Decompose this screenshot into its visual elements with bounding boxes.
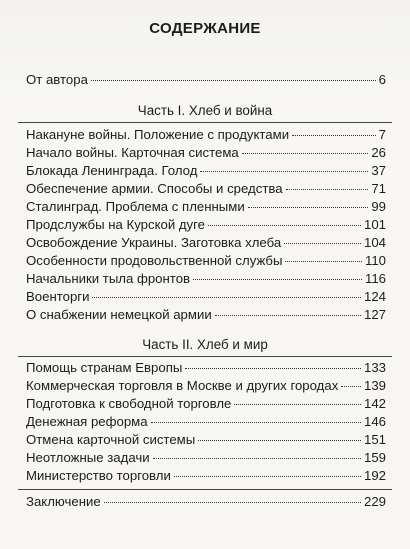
toc-entry-page: 159 (363, 450, 386, 465)
dot-leader (174, 476, 361, 477)
toc-entry (26, 414, 386, 430)
dot-leader (200, 171, 368, 172)
dot-leader (215, 315, 361, 316)
toc-entry-label: Денежная реформа (26, 414, 148, 429)
toc-entry-page: 139 (363, 378, 386, 393)
toc-entry (26, 271, 386, 287)
toc-entry-label: Начальники тыла фронтов (26, 271, 191, 286)
toc-entry-page: 71 (371, 181, 386, 196)
toc-entry-label: Освобождение Украины. Заготовка хлеба (26, 235, 282, 250)
toc-entry-page: 142 (363, 396, 386, 411)
dot-leader (91, 80, 376, 81)
toc-entry (26, 289, 386, 305)
dot-leader (153, 458, 361, 459)
dot-leader (248, 207, 369, 208)
toc-entry-label: Заключение (26, 494, 101, 509)
dot-leader (193, 279, 362, 280)
toc-entry-page: 133 (363, 360, 386, 375)
part-1-heading: Часть I. Хлеб и война (137, 103, 273, 118)
toc-entry-label: Начало войны. Карточная система (26, 145, 239, 160)
toc-entry-label: Обеспечение армии. Способы и средства (26, 181, 283, 196)
toc-entry-label: Министерство торговли (26, 468, 171, 483)
toc-entry (26, 378, 386, 394)
toc-entry-page: 229 (363, 494, 386, 509)
toc-entry (26, 235, 386, 251)
toc-entry (26, 181, 386, 197)
toc-entry-label: Блокада Ленинграда. Голод (26, 163, 198, 178)
conclusion-rule (18, 489, 392, 490)
toc-entry-page: 116 (364, 271, 386, 286)
toc-entry-page: 26 (371, 145, 386, 160)
dot-leader (185, 368, 361, 369)
toc-entry (26, 145, 386, 161)
part-1-rule (18, 122, 392, 123)
toc-entry (26, 127, 386, 143)
dot-leader (286, 189, 369, 190)
page-title: СОДЕРЖАНИЕ (149, 20, 261, 37)
toc-entry-conclusion (26, 494, 386, 510)
part-2-rule (18, 356, 392, 357)
toc-entry (26, 396, 386, 412)
toc-entry-label: Накануне войны. Положение с продуктами (26, 127, 290, 142)
dot-leader (341, 386, 361, 387)
toc-entry-page: 101 (363, 217, 386, 232)
toc-entry (26, 199, 386, 215)
toc-entry-label: Подготовка к свободной торговле (26, 396, 232, 411)
dot-leader (234, 404, 361, 405)
dot-leader (284, 243, 361, 244)
toc-entry-label: Военторги (26, 289, 90, 304)
toc-entry-label: Особенности продовольственной службы (26, 253, 283, 268)
part-2-heading: Часть II. Хлеб и мир (142, 337, 268, 352)
toc-entry-label: От автора (26, 72, 88, 87)
toc-entry-intro (26, 72, 386, 88)
toc-entry (26, 360, 386, 376)
toc-entry (26, 468, 386, 484)
toc-entry-page: 7 (378, 127, 386, 142)
toc-entry-page: 104 (363, 235, 386, 250)
dot-leader (208, 225, 361, 226)
dot-leader (242, 153, 369, 154)
toc-entry (26, 253, 386, 269)
toc-entry-page: 110 (364, 253, 386, 268)
toc-entry-label: О снабжении немецкой армии (26, 307, 212, 322)
toc-entry (26, 450, 386, 466)
toc-entry-page: 124 (363, 289, 386, 304)
toc-entry-page: 6 (378, 72, 386, 87)
toc-entry (26, 217, 386, 233)
dot-leader (198, 440, 361, 441)
toc-entry-label: Неотложные задачи (26, 450, 150, 465)
toc-entry-page: 99 (371, 199, 386, 214)
toc-entry-label: Отмена карточной системы (26, 432, 196, 447)
toc-entry (26, 163, 386, 179)
dot-leader (104, 502, 361, 503)
toc-entry-page: 192 (363, 468, 386, 483)
toc-entry-label: Помощь странам Европы (26, 360, 183, 375)
toc-entry (26, 432, 386, 448)
toc-entry-label: Продслужбы на Курской дуге (26, 217, 206, 232)
toc-entry-page: 151 (363, 432, 386, 447)
dot-leader (292, 135, 376, 136)
toc-entry-page: 127 (363, 307, 386, 322)
toc-entry-page: 37 (371, 163, 386, 178)
toc-entry-page: 146 (363, 414, 386, 429)
dot-leader (285, 261, 362, 262)
dot-leader (151, 422, 361, 423)
toc-entry (26, 307, 386, 323)
dot-leader (92, 297, 361, 298)
toc-entry-label: Коммерческая торговля в Москве и других городах (26, 378, 339, 393)
toc-entry-label: Сталинград. Проблема с пленными (26, 199, 245, 214)
